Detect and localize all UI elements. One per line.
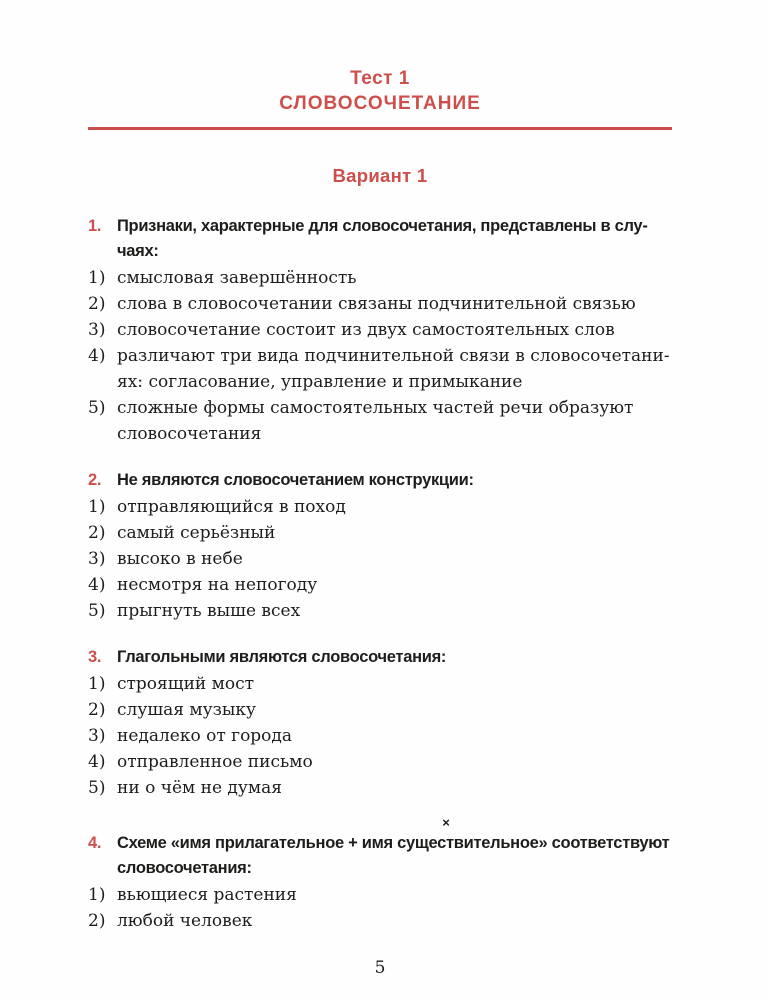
option-text: отправляющийся в поход — [117, 497, 346, 517]
option-number: 4) — [88, 752, 106, 772]
question-3-options — [88, 671, 672, 801]
question-4-number: 4. — [88, 834, 102, 852]
option-row — [88, 598, 672, 624]
question-4-text-pre: Схеме «имя прилагательное + имя — [117, 834, 398, 852]
option-row — [88, 265, 672, 291]
header-rule — [88, 127, 672, 130]
option-row — [88, 775, 672, 801]
option-text: строящий мост — [117, 674, 255, 694]
variant-title: Вариант 1 — [332, 165, 428, 186]
test-title: Тест 1 — [350, 68, 410, 89]
marked-head-word — [397, 815, 548, 856]
option-number: 5) — [88, 398, 106, 418]
option-row — [88, 395, 672, 447]
page-number: 5 — [374, 958, 386, 978]
option-number: 3) — [88, 726, 106, 746]
option-number: 1) — [88, 268, 106, 288]
question-3 — [88, 645, 672, 801]
question-4 — [88, 815, 672, 934]
question-4-options — [88, 882, 672, 934]
option-row — [88, 723, 672, 749]
question-1 — [88, 214, 672, 447]
question-2-text: Не являются словосочетанием конструкции: — [117, 471, 474, 489]
option-number: 2) — [88, 700, 106, 720]
question-1-header — [88, 214, 672, 264]
question-2 — [88, 468, 672, 624]
question-1-number: 1. — [88, 217, 102, 235]
question-4-header — [88, 815, 672, 881]
option-text: различают три вида подчинительной связи в словосочетаниях: согласование, управление и примыкание — [117, 346, 670, 392]
option-number: 4) — [88, 346, 106, 366]
question-3-number: 3. — [88, 648, 102, 666]
option-row — [88, 291, 672, 317]
option-text: самый серьёзный — [117, 523, 276, 543]
option-text: слушая музыку — [117, 700, 257, 720]
option-row — [88, 572, 672, 598]
question-2-header — [88, 468, 672, 493]
option-number: 1) — [88, 497, 106, 517]
marked-head-word-text: существительное» — [397, 834, 548, 852]
option-text: несмотря на непогоду — [117, 575, 318, 595]
question-3-header — [88, 645, 672, 670]
option-number: 3) — [88, 320, 106, 340]
option-text: вьющиеся растения — [117, 885, 297, 905]
option-row — [88, 520, 672, 546]
question-2-options — [88, 494, 672, 624]
option-row — [88, 317, 672, 343]
option-number: 5) — [88, 778, 106, 798]
option-text: смысловая завершённость — [117, 268, 357, 288]
option-text: высоко в небе — [117, 549, 243, 569]
option-text: недалеко от города — [117, 726, 293, 746]
option-text: отправленное письмо — [117, 752, 313, 772]
option-number: 3) — [88, 549, 106, 569]
question-1-options — [88, 265, 672, 447]
option-row — [88, 671, 672, 697]
question-4-text-post: соответствуют словосочетания: — [117, 834, 670, 877]
option-text: ни о чём не думая — [117, 778, 282, 798]
option-text: слова в словосочетании связаны подчинительной связью — [117, 294, 636, 314]
option-row — [88, 908, 672, 934]
question-3-text: Глагольными являются словосочетания: — [117, 648, 447, 666]
option-number: 1) — [88, 885, 106, 905]
option-text: прыгнуть выше всех — [117, 601, 301, 621]
option-text: словосочетание состоит из двух самостоятельных слов — [117, 320, 615, 340]
option-number: 5) — [88, 601, 106, 621]
head-word-cross-mark: × — [442, 815, 450, 830]
test-header — [88, 66, 672, 116]
test-subtitle: СЛОВОСОЧЕТАНИЕ — [279, 93, 481, 114]
option-row — [88, 697, 672, 723]
option-number: 2) — [88, 911, 106, 931]
question-4-text — [117, 815, 670, 877]
question-2-number: 2. — [88, 471, 102, 489]
question-1-text: Признаки, характерные для словосочетания, представлены в случаях: — [117, 217, 648, 260]
option-text: сложные формы самостоятельных частей речи образуют словосочетания — [117, 398, 634, 444]
option-text: любой человек — [117, 911, 253, 931]
option-row — [88, 546, 672, 572]
option-row — [88, 882, 672, 908]
option-number: 4) — [88, 575, 106, 595]
option-row — [88, 494, 672, 520]
option-row — [88, 343, 672, 395]
option-row — [88, 749, 672, 775]
option-number: 2) — [88, 523, 106, 543]
option-number: 1) — [88, 674, 106, 694]
option-number: 2) — [88, 294, 106, 314]
